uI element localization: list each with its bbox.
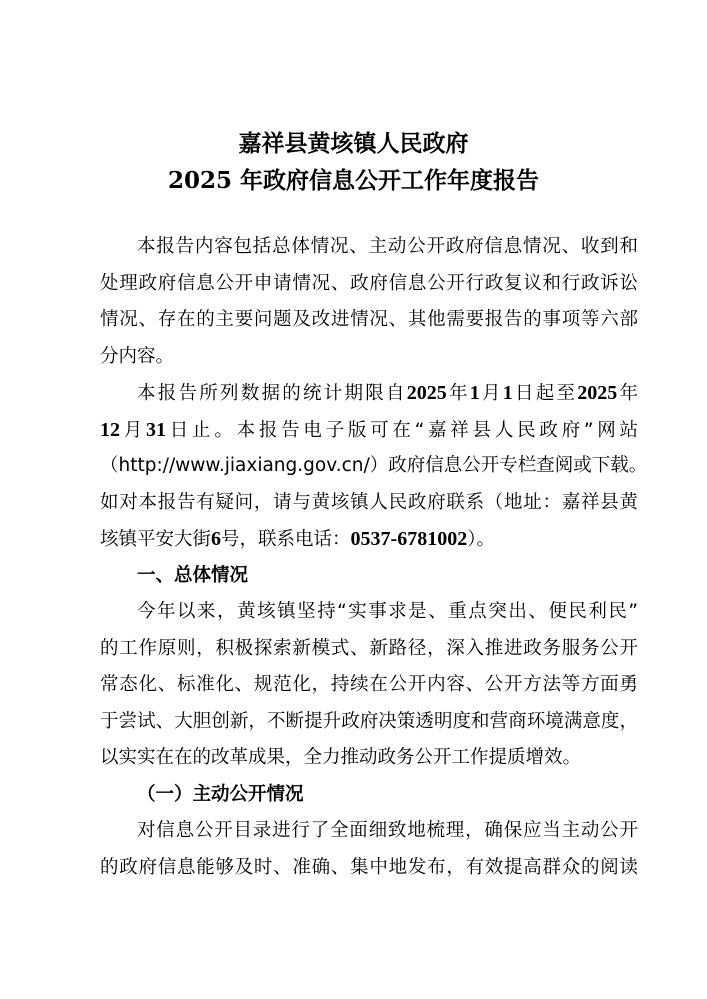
text-run: 号，联系电话： [221, 529, 351, 550]
text-run: 处理政府信息公开申请情况、政府信息公开行政复议和行政诉讼 [100, 273, 638, 294]
text-run: 月 [479, 383, 503, 404]
paragraph-line [137, 597, 638, 627]
section-heading [137, 780, 638, 810]
paragraph-line [100, 743, 638, 773]
paragraph-line [137, 378, 638, 409]
paragraph-line [100, 451, 648, 481]
bold-number: 1 [469, 382, 480, 404]
text-run: （http://www.jiaxiang.gov.cn/）政府信息公开专栏查阅或下载。 [100, 455, 648, 476]
text-run: 日起至 [512, 383, 578, 404]
paragraph-line [100, 415, 638, 446]
text-run: 情况、存在的主要问题及改进情况、其他需要报告的事项等六部 [100, 309, 638, 330]
text-run: 月 [120, 420, 147, 441]
bold-number: 0537-6781002 [350, 528, 468, 550]
bold-number: 2025 [577, 382, 618, 404]
bold-number: 6 [211, 528, 222, 550]
text-run: 的工作原则，积极探索新模式、新路径，深入推进政务服务公开 [100, 638, 638, 659]
text-run: 本报告所列数据的统计期限自 [137, 383, 407, 404]
paragraph-line [100, 634, 638, 664]
text-run: 年 [617, 383, 638, 404]
paragraph-line [137, 232, 638, 262]
paragraph-line [100, 524, 638, 555]
text-run: 对信息公开目录进行了全面细致地梳理，确保应当主动公开 [137, 820, 638, 841]
text-run: 日止。本报告电子版可在“嘉祥县人民政府”网站 [166, 420, 638, 441]
section-heading [137, 561, 638, 591]
bold-number: 1 [502, 382, 513, 404]
paragraph-line [100, 269, 638, 299]
text-run: （一）主动公开情况 [137, 784, 304, 805]
paragraph-line [100, 670, 638, 700]
text-run: 一、总体情况 [137, 565, 249, 586]
bold-number: 12 [100, 419, 120, 441]
paragraph-line [100, 707, 638, 737]
paragraph-line [100, 342, 638, 372]
text-run: 以实实在在的改革成果，全力推动政务公开工作提质增效。 [100, 747, 582, 768]
report-title-line2: 2025 年政府信息公开工作年度报告 [167, 167, 540, 194]
text-run: 本报告内容包括总体情况、主动公开政府信息情况、收到和 [137, 236, 638, 257]
text-run: 分内容。 [100, 346, 175, 367]
text-run: 的政府信息能够及时、准确、集中地发布，有效提高群众的阅读 [100, 857, 638, 878]
text-run: 今年以来，黄垓镇坚持“实事求是、重点突出、便民利民” [137, 601, 638, 622]
paragraph-line [137, 816, 638, 846]
paragraph-line [100, 305, 638, 335]
text-run: 常态化、标准化、规范化，持续在公开内容、公开方法等方面勇 [100, 674, 638, 695]
paragraph-line [100, 488, 638, 518]
text-run: ）。 [467, 529, 495, 550]
text-run: 垓镇平安大街 [100, 529, 212, 550]
text-run: 如对本报告有疑问，请与黄垓镇人民政府联系（地址：嘉祥县黄 [100, 492, 638, 513]
bold-number: 31 [146, 419, 167, 441]
paragraph-line [100, 853, 638, 883]
text-run: 于尝试、大胆创新，不断提升政府决策透明度和营商环境满意度， [100, 711, 638, 732]
report-title-line1: 嘉祥县黄垓镇人民政府 [238, 130, 469, 157]
bold-number: 2025 [406, 382, 447, 404]
text-run: 年 [446, 383, 470, 404]
